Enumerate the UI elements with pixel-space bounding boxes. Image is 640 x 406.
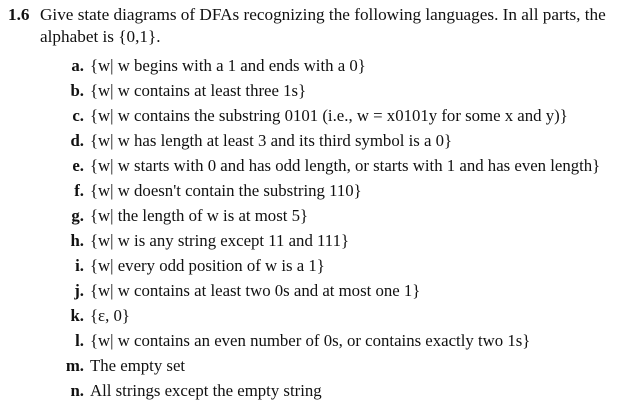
item-text: {w| w contains the substring 0101 (i.e., w = x0101y for some x and y)}: [90, 106, 568, 125]
item-label: h.: [70, 231, 84, 250]
item-label: b.: [70, 81, 84, 100]
problem-prompt-line-2: alphabet is {0,1}.: [40, 27, 161, 46]
item-label: l.: [75, 331, 84, 350]
item-label: j.: [74, 281, 84, 300]
list-item: [0, 204, 640, 228]
item-text: {w| w contains an even number of 0s, or contains exactly two 1s}: [90, 331, 531, 350]
list-item: [0, 179, 640, 203]
item-text: {ε, 0}: [90, 306, 130, 325]
list-item: [0, 54, 640, 78]
item-label: i.: [75, 256, 84, 275]
item-text: {w| w contains at least two 0s and at most one 1}: [90, 281, 421, 300]
item-label: e.: [72, 156, 84, 175]
item-text: All strings except the empty string: [90, 381, 322, 400]
list-item: [0, 379, 640, 403]
problem-prompt-line-1: Give state diagrams of DFAs recognizing the following languages. In all parts, the: [40, 5, 606, 24]
item-text: The empty set: [90, 356, 186, 375]
item-label: n.: [70, 381, 84, 400]
problem-prompt: [40, 4, 640, 48]
item-label: g.: [71, 206, 84, 225]
list-item: [0, 329, 640, 353]
list-item: [0, 304, 640, 328]
item-label: m.: [65, 356, 84, 375]
item-text: {w| w doesn't contain the substring 110}: [90, 181, 362, 200]
item-text: {w| every odd position of w is a 1}: [90, 256, 325, 275]
item-label: c.: [72, 106, 84, 125]
item-label: f.: [74, 181, 84, 200]
item-text: {w| the length of w is at most 5}: [90, 206, 309, 225]
problem-number: 1.6: [8, 5, 30, 24]
item-text: {w| w has length at least 3 and its third symbol is a 0}: [90, 131, 453, 150]
item-text: {w| w is any string except 11 and 111}: [90, 231, 350, 250]
item-text: {w| w contains at least three 1s}: [90, 81, 307, 100]
item-text: {w| w begins with a 1 and ends with a 0}: [90, 56, 366, 75]
item-label: a.: [71, 56, 84, 75]
list-item: [0, 79, 640, 103]
list-item: [0, 229, 640, 253]
item-label: k.: [70, 306, 84, 325]
list-item: [0, 129, 640, 153]
list-item: [0, 354, 640, 378]
list-item: [0, 154, 640, 178]
list-item: [0, 279, 640, 303]
list-item: [0, 104, 640, 128]
item-text: {w| w starts with 0 and has odd length, or starts with 1 and has even length}: [90, 156, 601, 175]
list-item: [0, 254, 640, 278]
item-label: d.: [70, 131, 84, 150]
